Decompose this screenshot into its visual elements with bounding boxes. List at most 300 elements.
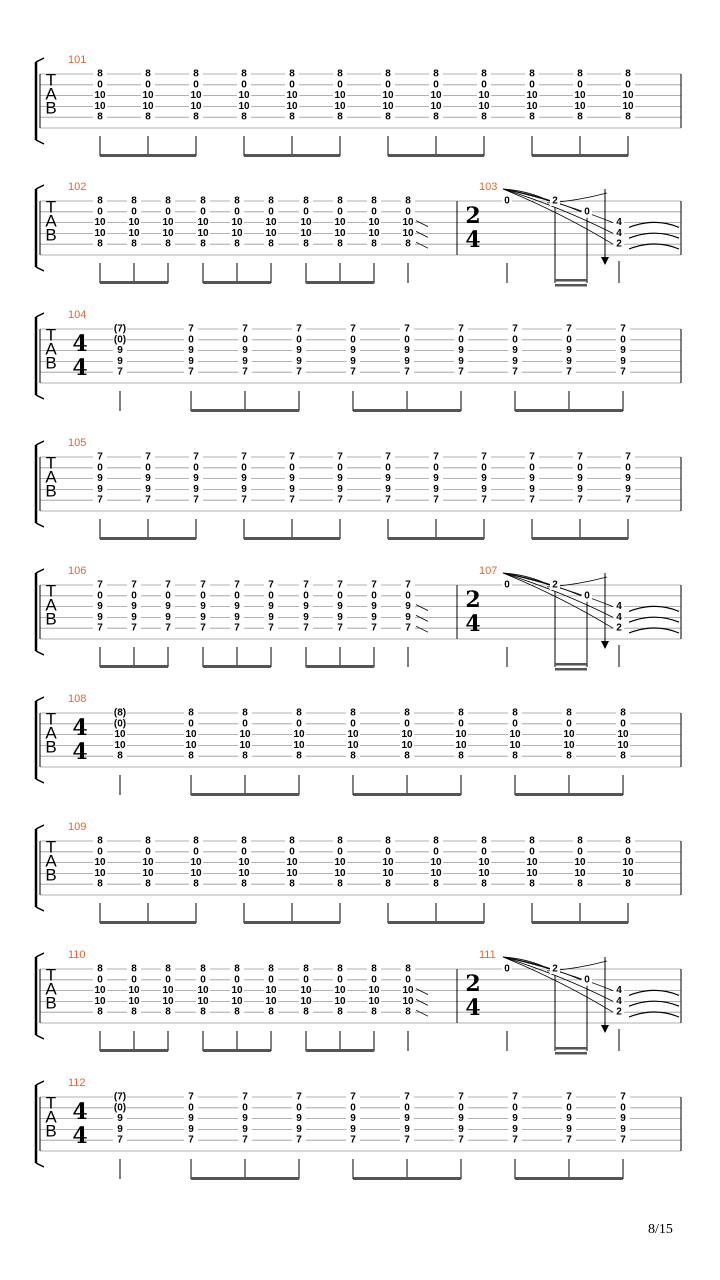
time-signature-bottom: 4 [72,355,88,381]
fret-number: 0 [268,974,274,986]
fret-number: 10 [286,857,298,869]
fret-number: 10 [430,857,442,869]
fret-number: 0 [165,590,171,602]
fret-number: 9 [296,345,302,357]
fret-number: 7 [385,451,391,463]
fret-number: 0 [97,462,103,474]
beam [244,154,340,157]
tab-clef-letter: A [45,467,57,487]
beam [532,537,628,540]
strum-arrow-icon [601,641,609,649]
fret-number: 7 [145,494,151,506]
fret-number: 0 [131,206,137,218]
fret-number: 8 [131,195,137,207]
fret-number: 0 [620,1102,626,1114]
strum-arrow-icon [601,1025,609,1033]
bracket-top-curl [36,58,44,62]
fret-number: 8 [512,707,518,719]
fret-number: 8 [165,238,171,250]
fret-number: 8 [481,68,487,80]
fret-number: 4 [616,601,622,613]
fret-number: 10 [347,739,359,751]
tab-clef-letter: A [45,1107,57,1127]
fret-number: 0 [97,79,103,91]
fret-number: 0 [566,334,572,346]
fret-number: 7 [566,1091,572,1103]
fret-number: (0) [113,1102,127,1114]
tie-arc [629,244,679,249]
fret-number: 10 [190,90,202,102]
fret-number: (0) [113,334,127,346]
fret-number: 7 [337,579,343,591]
fret-number: 9 [405,611,411,623]
bracket-bottom-curl [36,395,44,399]
fret-number: 2 [616,1006,622,1018]
fret-number: 9 [458,345,464,357]
fret-number: 0 [504,579,510,591]
fret-number: (0) [113,718,127,730]
fret-number: 0 [241,846,247,858]
fret-number: 10 [382,90,394,102]
fret-number: 10 [401,729,413,741]
fret-number: 9 [303,611,309,623]
fret-number: 10 [563,739,575,751]
fret-number: 10 [185,739,197,751]
beam [100,154,196,157]
tab-clef-letter: B [45,481,57,501]
fret-number: 8 [385,68,391,80]
fret-number: 8 [512,750,518,762]
fret-number: 7 [481,494,487,506]
fret-number: 0 [337,462,343,474]
fret-number: 7 [625,451,631,463]
fret-number: 9 [566,1123,572,1135]
fret-number: 8 [337,1006,343,1018]
measure-number: 104 [68,309,87,321]
bracket-top-curl [36,1081,44,1085]
fret-number: 9 [117,1123,123,1135]
fret-number: 8 [433,835,439,847]
bracket-bottom-curl [36,523,44,527]
fret-number: 7 [577,494,583,506]
slide-mark [416,231,428,237]
fret-number: 8 [97,111,103,123]
fret-number: 0 [371,206,377,218]
fret-number: 0 [337,79,343,91]
fret-number: 8 [97,835,103,847]
fret-number: 0 [458,1102,464,1114]
fret-number: 9 [241,483,247,495]
fret-number: 7 [241,451,247,463]
measure-number: 110 [68,949,86,961]
fret-number: 9 [188,1113,194,1125]
beam [100,281,168,284]
time-signature-bottom: 4 [465,227,481,253]
bracket-top-curl [36,185,44,189]
fret-number: 7 [165,622,171,634]
fret-number: 8 [385,111,391,123]
fret-number: 8 [529,835,535,847]
fret-number: 10 [128,227,140,239]
beam [100,1049,168,1052]
fret-number: 0 [512,334,518,346]
tab-clef-letter: T [45,70,57,90]
fret-number: 10 [142,867,154,879]
fret-number: 10 [286,90,298,102]
fret-number: 10 [94,867,106,879]
fret-number: 8 [200,963,206,975]
fret-number: 9 [97,473,103,485]
fret-number: 10 [334,217,346,229]
fret-number: 8 [303,1006,309,1018]
fret-number: 9 [385,473,391,485]
fret-number: 9 [512,1123,518,1135]
tab-system [36,1081,681,1180]
measure-number: 108 [68,693,87,705]
fret-number: 9 [193,473,199,485]
fret-number: 0 [620,334,626,346]
fret-number: 0 [504,195,510,207]
fret-number: 8 [385,878,391,890]
fret-number: 10 [94,100,106,112]
fret-number: 0 [584,206,590,218]
fret-number: 10 [190,857,202,869]
fret-number: 0 [303,206,309,218]
fret-number: 7 [97,622,103,634]
fret-number: 2 [616,622,622,634]
fret-number: 8 [350,750,356,762]
fret-number: 7 [404,323,410,335]
fret-number: 0 [405,974,411,986]
fret-number: 8 [97,878,103,890]
fret-number: 0 [433,846,439,858]
fret-number: 8 [481,835,487,847]
fret-number: 0 [242,334,248,346]
fret-number: 10 [265,985,277,997]
fret-number: 8 [529,111,535,123]
slide-mark [416,615,428,621]
fret-number: 8 [371,1006,377,1018]
fret-number: 9 [117,355,123,367]
fret-number: 7 [529,451,535,463]
fret-number: 0 [433,462,439,474]
fret-number: 8 [405,963,411,975]
beam [100,537,196,540]
fret-number: 8 [620,707,626,719]
fret-number: 7 [303,622,309,634]
beam [515,793,623,796]
fret-number: 7 [337,451,343,463]
tab-clef-letter: T [45,709,57,729]
fret-number: 10 [526,100,538,112]
fret-number: 10 [231,985,243,997]
fret-number: 9 [242,1123,248,1135]
fret-number: 9 [350,1113,356,1125]
fret-number: 9 [296,1113,302,1125]
fret-number: 7 [117,366,123,378]
fret-number: 0 [234,590,240,602]
fret-number: 10 [197,985,209,997]
fret-number: 10 [574,867,586,879]
fret-number: 9 [404,355,410,367]
fret-number: 9 [165,601,171,613]
fret-number: 7 [188,366,194,378]
fret-number: 10 [231,217,243,229]
tie-arc [629,1012,679,1017]
fret-number: 0 [620,718,626,730]
fret-number: 9 [433,473,439,485]
beam [532,154,628,157]
fret-number: 0 [131,974,137,986]
fret-number: 7 [188,1134,194,1146]
fret-number: 10 [190,100,202,112]
fret-number: 7 [625,494,631,506]
fret-number: 7 [458,1134,464,1146]
fret-number: 9 [242,355,248,367]
fret-number: 0 [529,846,535,858]
fret-number: 10 [162,217,174,229]
fret-number: 8 [188,750,194,762]
fret-number: 7 [145,451,151,463]
fret-number: 10 [334,867,346,879]
fret-number: 10 [142,857,154,869]
fret-number: 8 [268,963,274,975]
fret-number: 10 [334,995,346,1007]
fret-number: 8 [337,963,343,975]
fret-number: 7 [566,366,572,378]
tab-clef-letter: A [45,723,57,743]
fret-number: 7 [193,494,199,506]
fret-number: 8 [625,878,631,890]
fret-number: 10 [509,739,521,751]
bracket-bottom-curl [36,907,44,911]
tie-arc [629,222,679,227]
fret-number: 0 [145,846,151,858]
fret-number: 10 [128,985,140,997]
fret-number: 10 [197,995,209,1007]
fret-number: 9 [350,1123,356,1135]
tab-clef-letter: A [45,339,57,359]
fret-number: 10 [382,867,394,879]
fret-number: 0 [241,462,247,474]
fret-number: 0 [303,974,309,986]
fret-number: 7 [296,1091,302,1103]
fret-number: 7 [512,323,518,335]
tab-clef-letter: B [45,98,57,118]
fret-number: 0 [577,79,583,91]
measure-number: 105 [68,437,87,449]
beam [555,279,587,282]
fret-number: 10 [94,217,106,229]
fret-number: 10 [563,729,575,741]
fret-number: 10 [162,227,174,239]
fret-number: 7 [296,366,302,378]
fret-number: 10 [402,227,414,239]
fret-number: 9 [458,355,464,367]
fret-number: 9 [512,345,518,357]
fret-number: 7 [371,579,377,591]
fret-number: 9 [200,611,206,623]
fret-number: 10 [347,729,359,741]
fret-number: 0 [165,206,171,218]
fret-number: 7 [234,622,240,634]
fret-number: 9 [433,483,439,495]
fret-number: 7 [131,622,137,634]
fret-number: 10 [478,857,490,869]
fret-number: 7 [117,1134,123,1146]
fret-number: 8 [296,750,302,762]
fret-number: 2 [552,963,558,975]
fret-number: 0 [145,462,151,474]
tab-clef-letter: T [45,1093,57,1113]
fret-number: 10 [622,857,634,869]
fret-number: 9 [268,601,274,613]
fret-number: 0 [481,846,487,858]
fret-number: 7 [458,323,464,335]
fret-number: 0 [481,462,487,474]
fret-number: 9 [481,473,487,485]
fret-number: 10 [430,100,442,112]
time-signature-bottom: 4 [72,739,88,765]
fret-number: 9 [337,473,343,485]
measure-number: 112 [68,1077,86,1089]
beam [555,668,587,671]
fret-number: 8 [200,195,206,207]
beam [100,921,196,924]
fret-number: 8 [404,750,410,762]
fret-number: 7 [337,494,343,506]
beam [353,793,461,796]
fret-number: 8 [97,963,103,975]
fret-number: 0 [234,974,240,986]
fret-number: 0 [625,846,631,858]
fret-number: 9 [303,601,309,613]
fret-number: 9 [296,355,302,367]
fret-number: 7 [97,451,103,463]
beam [555,1052,587,1055]
fret-number: 0 [385,846,391,858]
fret-number: 7 [296,1134,302,1146]
fret-number: 9 [577,483,583,495]
fret-number: 7 [131,579,137,591]
fret-number: 10 [622,90,634,102]
fret-number: 9 [242,1113,248,1125]
tab-clef-letter: B [45,1121,57,1141]
tab-clef-letter: B [45,225,57,245]
fret-number: 9 [529,483,535,495]
fret-number: 8 [566,750,572,762]
fret-number: 0 [188,334,194,346]
fret-number: 10 [265,217,277,229]
fret-number: 9 [289,473,295,485]
fret-number: 10 [455,739,467,751]
fret-number: 10 [94,985,106,997]
fret-number: 0 [337,846,343,858]
beam [306,1049,374,1052]
fret-number: 10 [382,100,394,112]
fret-number: 9 [337,611,343,623]
fret-number: 9 [371,601,377,613]
fret-number: 10 [401,739,413,751]
tab-clef-letter: A [45,211,57,231]
fret-number: 0 [625,79,631,91]
fret-number: 9 [193,483,199,495]
fret-number: 8 [337,878,343,890]
fret-number: 7 [268,622,274,634]
fret-number: 7 [193,451,199,463]
fret-number: 10 [265,995,277,1007]
fret-number: 10 [402,995,414,1007]
fret-number: 0 [433,79,439,91]
beam [388,154,484,157]
fret-number: 9 [405,601,411,613]
fret-number: 10 [142,90,154,102]
fret-number: 7 [620,323,626,335]
beam [555,663,587,666]
fret-number: 10 [142,100,154,112]
fret-number: 10 [293,739,305,751]
fret-number: 2 [552,579,558,591]
fret-number: 9 [200,601,206,613]
fret-number: 8 [97,238,103,250]
fret-number: 9 [620,345,626,357]
fret-number: 9 [234,611,240,623]
beam [532,921,628,924]
beam [555,1047,587,1050]
fret-number: 10 [300,985,312,997]
time-signature-top: 4 [72,715,88,741]
fret-number: 8 [529,878,535,890]
fret-number: 9 [512,1113,518,1125]
beam [191,1177,299,1180]
fret-number: 8 [188,707,194,719]
fret-number: 0 [481,79,487,91]
fret-number: 7 [385,494,391,506]
fret-number: (8) [113,707,127,719]
fret-number: 10 [617,729,629,741]
fret-number: 0 [289,846,295,858]
fret-number: 0 [145,79,151,91]
fret-number: 8 [371,195,377,207]
fret-number: 8 [97,195,103,207]
fret-number: 10 [265,227,277,239]
fret-number: 10 [402,217,414,229]
fret-number: 0 [242,1102,248,1114]
fret-number: 10 [334,857,346,869]
fret-number: 7 [433,494,439,506]
fret-number: 7 [433,451,439,463]
fret-number: 8 [145,111,151,123]
fret-number: 0 [512,718,518,730]
fret-number: 10 [197,227,209,239]
beam [203,281,271,284]
measure-number: 101 [68,54,87,66]
fret-number: 7 [458,1091,464,1103]
fret-number: 0 [577,846,583,858]
beam [244,921,340,924]
fret-number: 8 [337,195,343,207]
fret-number: 0 [385,462,391,474]
fret-number: 10 [238,90,250,102]
fret-number: 0 [566,718,572,730]
beam [191,793,299,796]
fret-number: 9 [620,1123,626,1135]
measure-number: 102 [68,181,87,193]
fret-number: 8 [241,835,247,847]
time-signature-bottom: 4 [465,611,481,637]
fret-number: 7 [620,1134,626,1146]
fret-number: 8 [458,707,464,719]
